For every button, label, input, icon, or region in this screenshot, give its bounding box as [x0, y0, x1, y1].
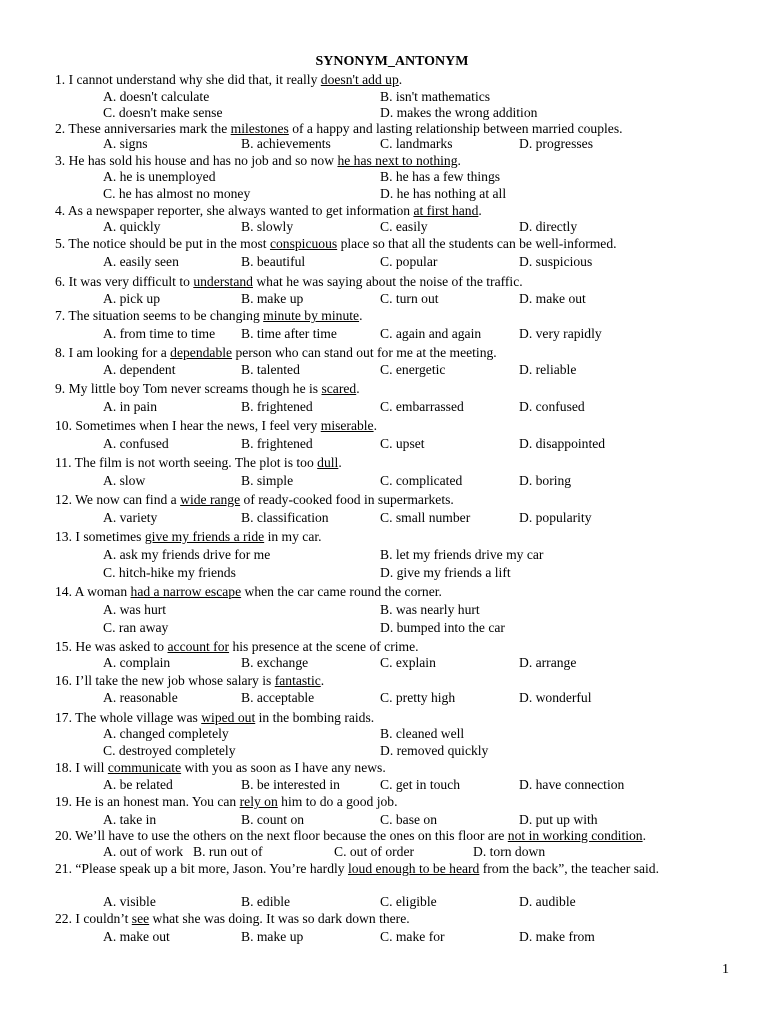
answer-option: B. be interested in — [241, 777, 340, 792]
answer-option: C. ran away — [103, 620, 169, 635]
question-text-end: place so that all the students can be well-informed. — [337, 236, 617, 251]
answer-option: A. easily seen — [103, 254, 179, 269]
question-text-end: of ready-cooked food in supermarkets. — [240, 492, 454, 507]
answer-option: C. hitch-hike my friends — [103, 565, 236, 580]
answer-option: C. again and again — [380, 326, 482, 341]
page-number: 1 — [722, 962, 729, 977]
question-text-end: his presence at the scene of crime. — [229, 639, 419, 654]
underlined-keyword: give my friends a ride — [144, 529, 265, 544]
answer-option: A. confused — [103, 436, 169, 451]
answer-option: A. out of work — [103, 844, 184, 859]
underlined-keyword: he has next to nothing — [337, 153, 458, 168]
question-11 — [55, 455, 745, 471]
question-16 — [55, 673, 745, 689]
answer-option: D. suspicious — [519, 254, 593, 269]
answer-option: C. popular — [380, 254, 438, 269]
answer-option: D. have connection — [519, 777, 625, 792]
answer-option: B. beautiful — [241, 254, 306, 269]
answer-option: C. destroyed completely — [103, 743, 236, 758]
answer-option: A. pick up — [103, 291, 161, 306]
underlined-keyword: dull — [317, 455, 339, 470]
question-text: 15. He was asked to — [55, 639, 168, 654]
answer-option: C. complicated — [380, 473, 463, 488]
answer-option: A. doesn't calculate — [103, 89, 210, 104]
underlined-keyword: see — [131, 911, 150, 926]
answer-option: C. make for — [380, 929, 445, 944]
question-text-end: him to do a good job. — [277, 794, 398, 809]
answer-option: D. audible — [519, 894, 576, 909]
question-text: 18. I will — [55, 760, 108, 775]
question-text-end: in the bombing raids. — [255, 710, 375, 725]
answer-option: C. eligible — [380, 894, 437, 909]
question-text: 16. I’ll take the new job whose salary is — [55, 673, 275, 688]
answer-option: A. was hurt — [103, 602, 167, 617]
answer-option: A. dependent — [103, 362, 176, 377]
question-5 — [55, 236, 745, 252]
answer-option: A. he is unemployed — [103, 169, 216, 184]
answer-option: C. easily — [380, 219, 428, 234]
question-text-end: . — [359, 308, 363, 323]
question-text: 9. My little boy Tom never screams though he is — [55, 381, 322, 396]
question-6 — [55, 274, 745, 290]
document-title: SYNONYM_ANTONYM — [315, 54, 469, 69]
answer-option: C. get in touch — [380, 777, 461, 792]
question-text: 2. These anniversaries mark the — [55, 121, 231, 136]
answer-option: D. popularity — [519, 510, 592, 525]
answer-option: B. was nearly hurt — [380, 602, 480, 617]
answer-option: A. visible — [103, 894, 156, 909]
answer-option: B. time after time — [241, 326, 337, 341]
question-text: 12. We now can find a — [55, 492, 181, 507]
answer-option: D. wonderful — [519, 690, 592, 705]
question-text: 22. I couldn’t — [55, 911, 132, 926]
question-text-end: . — [356, 381, 360, 396]
question-2 — [55, 121, 745, 137]
question-text: 14. A woman — [55, 584, 131, 599]
answer-option: B. classification — [241, 510, 329, 525]
answer-option: C. doesn't make sense — [103, 105, 223, 120]
underlined-keyword: wiped out — [201, 710, 256, 725]
answer-option: D. torn down — [473, 844, 546, 859]
question-14 — [55, 584, 745, 600]
answer-option: A. in pain — [103, 399, 157, 414]
answer-option: C. energetic — [380, 362, 446, 377]
underlined-keyword: loud enough to be heard — [347, 861, 480, 876]
question-text-end: . — [398, 72, 403, 87]
question-text-end: what he was saying about the noise of the traffic. — [252, 274, 523, 289]
answer-option: B. edible — [241, 894, 291, 909]
answer-option: B. exchange — [241, 655, 309, 670]
question-19 — [55, 794, 745, 810]
question-text-end: . — [457, 153, 461, 168]
underlined-keyword: dependable — [170, 345, 233, 360]
answer-option: B. frightened — [241, 436, 313, 451]
question-text-end: what she was doing. It was so dark down there. — [149, 911, 410, 926]
answer-option: D. disappointed — [519, 436, 606, 451]
answer-option: A. make out — [103, 929, 170, 944]
underlined-keyword: minute by minute — [263, 308, 360, 323]
answer-option: D. he has nothing at all — [380, 186, 507, 201]
answer-option: B. count on — [241, 812, 305, 827]
answer-option: A. from time to time — [103, 326, 216, 341]
answer-option: A. be related — [103, 777, 173, 792]
answer-option: C. out of order — [334, 844, 415, 859]
answer-option: B. simple — [241, 473, 294, 488]
answer-option: C. base on — [380, 812, 438, 827]
question-text-end: . — [478, 203, 482, 218]
answer-option: A. quickly — [103, 219, 161, 234]
answer-option: B. he has a few things — [380, 169, 501, 184]
question-text: 19. He is an honest man. You can — [55, 794, 240, 809]
question-1 — [55, 72, 745, 88]
question-text-end: with you as soon as I have any news. — [181, 760, 386, 775]
question-text: 4. As a newspaper reporter, she always wanted to get information — [55, 203, 414, 218]
question-text-end: . — [642, 828, 646, 843]
question-text: 10. Sometimes when I hear the news, I feel very — [55, 418, 321, 433]
question-text: 8. I am looking for a — [55, 345, 171, 360]
answer-option: D. very rapidly — [519, 326, 602, 341]
underlined-keyword: miserable — [320, 418, 374, 433]
question-4 — [55, 203, 745, 219]
answer-option: B. achievements — [241, 136, 331, 151]
underlined-keyword: milestones — [230, 121, 289, 136]
question-text-end: . — [373, 418, 377, 433]
answer-option: B. cleaned well — [380, 726, 465, 741]
answer-option: D. make from — [519, 929, 595, 944]
question-text-end: in my car. — [264, 529, 322, 544]
answer-option: D. put up with — [519, 812, 598, 827]
underlined-keyword: rely on — [239, 794, 278, 809]
question-text: 20. We’ll have to use the others on the next floor because the ones on this floor are — [55, 828, 508, 843]
answer-option: B. make up — [241, 929, 304, 944]
answer-option: C. embarrassed — [380, 399, 464, 414]
question-12 — [55, 492, 745, 508]
answer-option: A. changed completely — [103, 726, 229, 741]
answer-option: D. removed quickly — [380, 743, 489, 758]
answer-option: A. complain — [103, 655, 171, 670]
question-text: 11. The film is not worth seeing. The plot is too — [55, 455, 318, 470]
answer-option: B. acceptable — [241, 690, 315, 705]
question-18 — [55, 760, 745, 776]
answer-option: D. reliable — [519, 362, 577, 377]
answer-option: B. make up — [241, 291, 304, 306]
answer-option: C. turn out — [380, 291, 439, 306]
answer-option: D. bumped into the car — [380, 620, 505, 635]
answer-option: D. directly — [519, 219, 578, 234]
answer-option: D. boring — [519, 473, 572, 488]
question-text-end: person who can stand out for me at the meeting. — [232, 345, 497, 360]
answer-option: C. explain — [380, 655, 436, 670]
question-text-end: from the back”, the teacher said. — [479, 861, 659, 876]
underlined-keyword: account for — [167, 639, 230, 654]
underlined-keyword: conspicuous — [269, 236, 338, 251]
underlined-keyword: communicate — [107, 760, 182, 775]
underlined-keyword: doesn't add up — [320, 72, 399, 87]
question-21 — [55, 861, 745, 877]
question-15 — [55, 639, 745, 655]
underlined-keyword: wide range — [180, 492, 241, 507]
underlined-keyword: scared — [321, 381, 357, 396]
question-text: 5. The notice should be put in the most — [55, 236, 270, 251]
answer-option: A. signs — [103, 136, 148, 151]
answer-option: D. make out — [519, 291, 586, 306]
question-7 — [55, 308, 745, 324]
question-text: 13. I sometimes — [55, 529, 145, 544]
answer-option: B. slowly — [241, 219, 294, 234]
answer-option: D. makes the wrong addition — [380, 105, 538, 120]
underlined-keyword: not in working condition — [507, 828, 643, 843]
question-text: 7. The situation seems to be changing — [55, 308, 264, 323]
question-10 — [55, 418, 745, 434]
underlined-keyword: at first hand — [413, 203, 479, 218]
question-text: 1. I cannot understand why she did that, it really — [55, 72, 321, 87]
underlined-keyword: understand — [193, 274, 253, 289]
answer-option: C. upset — [380, 436, 425, 451]
answer-option: C. small number — [380, 510, 471, 525]
answer-option: A. take in — [103, 812, 157, 827]
answer-option: A. variety — [103, 510, 158, 525]
question-20 — [55, 828, 745, 844]
answer-option: D. give my friends a lift — [380, 565, 511, 580]
answer-option: D. arrange — [519, 655, 577, 670]
question-text: 17. The whole village was — [55, 710, 202, 725]
question-9 — [55, 381, 745, 397]
answer-option: B. isn't mathematics — [380, 89, 491, 104]
answer-option: C. he has almost no money — [103, 186, 251, 201]
question-13 — [55, 529, 745, 545]
answer-option: C. pretty high — [380, 690, 456, 705]
question-text-end: . — [338, 455, 342, 470]
answer-option: D. progresses — [519, 136, 593, 151]
answer-option: B. let my friends drive my car — [380, 547, 544, 562]
question-text-end: . — [320, 673, 325, 688]
answer-option: A. ask my friends drive for me — [103, 547, 271, 562]
question-text: 21. “Please speak up a bit more, Jason. You’re hardly — [55, 861, 348, 876]
answer-option: A. slow — [103, 473, 146, 488]
underlined-keyword: had a narrow escape — [130, 584, 242, 599]
answer-option: A. reasonable — [103, 690, 178, 705]
answer-option: B. frightened — [241, 399, 313, 414]
answer-option: B. talented — [241, 362, 300, 377]
question-text-end: of a happy and lasting relationship between married couples. — [288, 121, 623, 136]
question-8 — [55, 345, 745, 361]
answer-option: D. confused — [519, 399, 585, 414]
answer-option: C. landmarks — [380, 136, 453, 151]
answer-option: B. run out of — [193, 844, 263, 859]
question-text-end: when the car came round the corner. — [241, 584, 442, 599]
question-22 — [55, 911, 745, 927]
question-text: 6. It was very difficult to — [55, 274, 194, 289]
question-3 — [55, 153, 745, 169]
question-17 — [55, 710, 745, 726]
question-text: 3. He has sold his house and has no job and so now — [55, 153, 338, 168]
underlined-keyword: fantastic — [274, 673, 321, 688]
